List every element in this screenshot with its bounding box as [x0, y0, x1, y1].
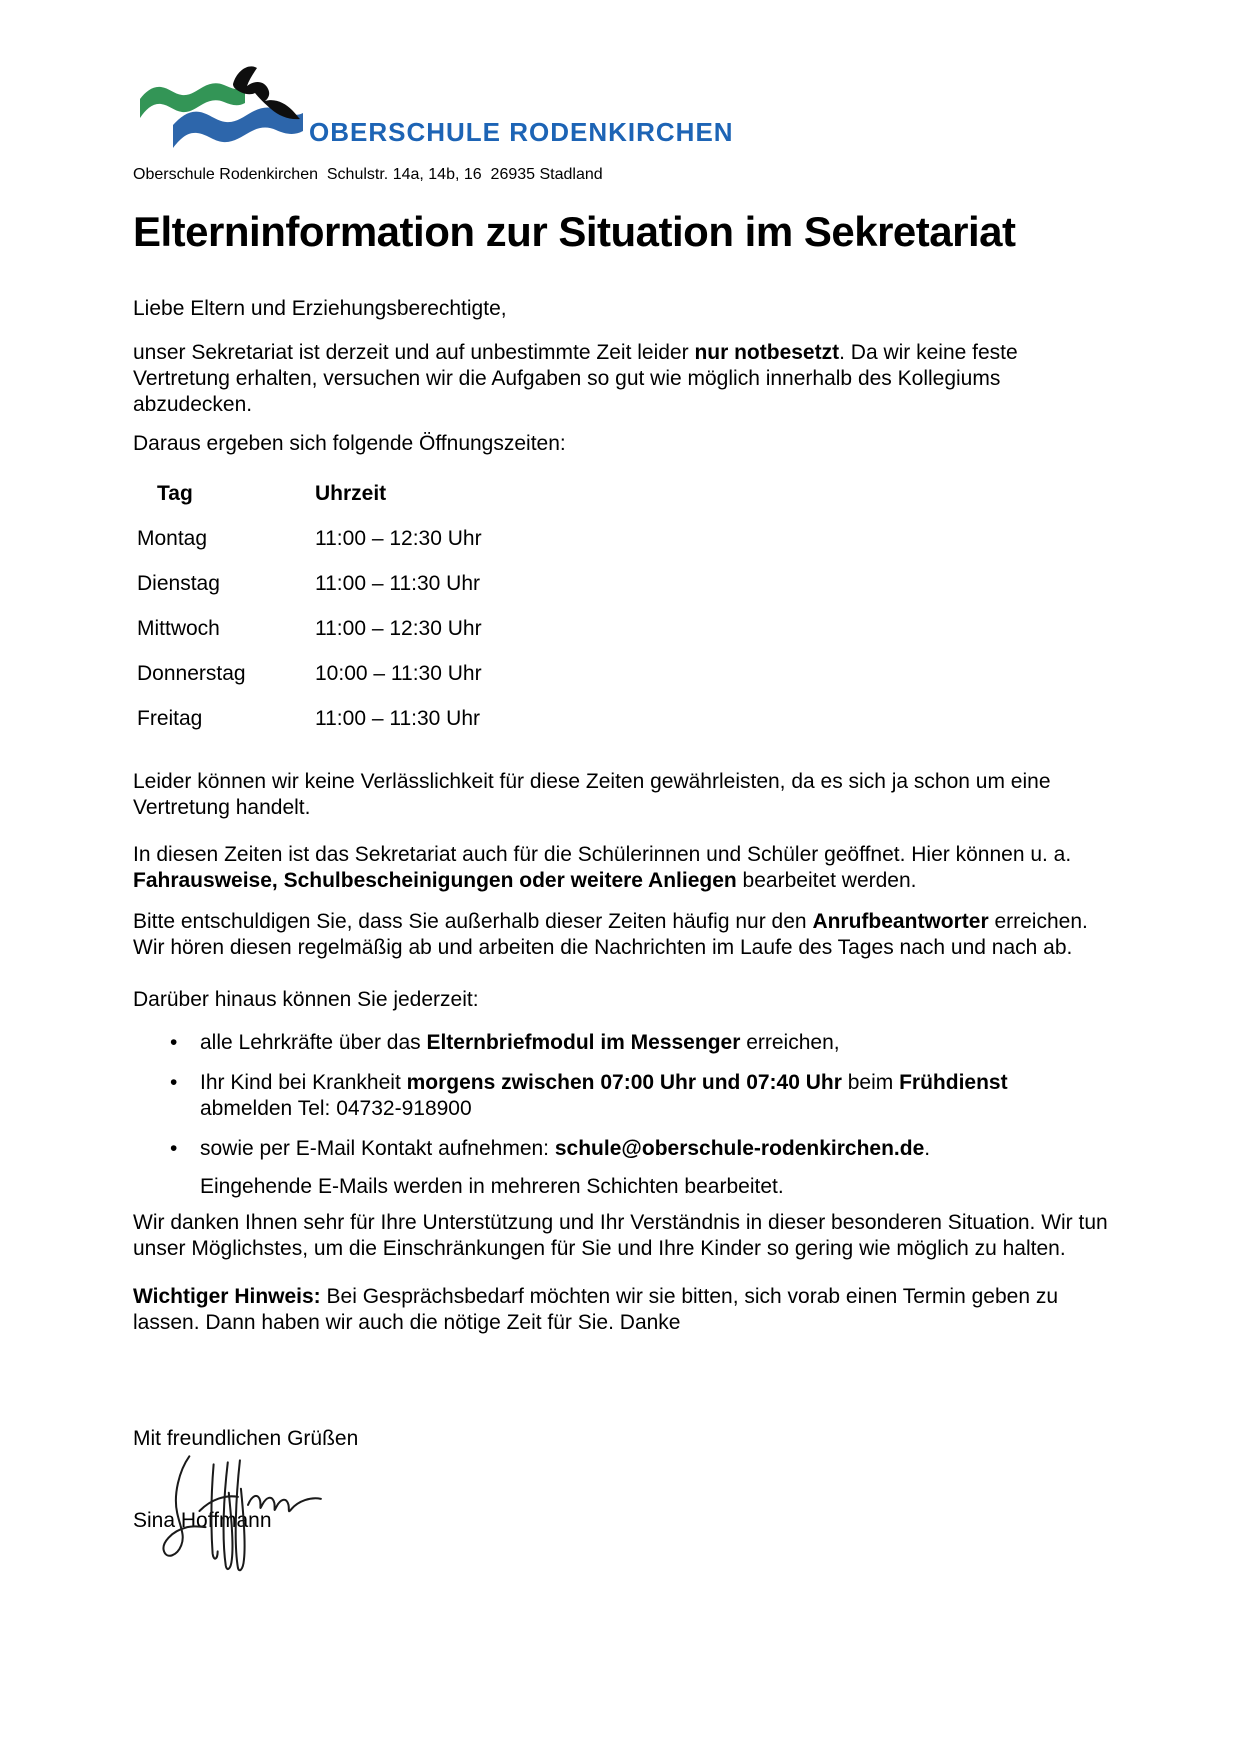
signature-stroke — [248, 1496, 321, 1511]
time-cell: 10:00 – 11:30 Uhr — [315, 661, 482, 685]
bullet-icon: • — [170, 1137, 178, 1160]
bullet-item — [170, 1070, 1118, 1122]
text: sowie per E-Mail Kontakt aufnehmen: — [200, 1137, 555, 1160]
bold-text: nur notbesetzt — [694, 341, 840, 364]
bold-text: Elternbriefmodul im Messenger — [426, 1031, 741, 1054]
bold-text: Fahrausweise, Schulbescheinigungen oder weitere Anliegen — [133, 869, 737, 892]
school-logo — [133, 60, 305, 152]
important-note-paragraph — [133, 1284, 1118, 1336]
contact-options-list — [133, 1030, 1118, 1162]
text: erreichen. Wir hören diesen regelmäßig ab und arbeiten die Nachrichten im Laufe des Tages nach und nach ab. — [133, 910, 1088, 959]
emails-note: Eingehende E-Mails werden in mehreren Schichten bearbeitet. — [200, 1175, 784, 1198]
time-cell: 11:00 – 11:30 Uhr — [315, 571, 481, 595]
text: In diesen Zeiten ist das Sekretariat auch für die Schülerinnen und Schüler geöffnet. Hier können u. a. — [133, 843, 1072, 866]
students-paragraph — [133, 842, 1118, 894]
bullet-item — [170, 1136, 1118, 1162]
intro-paragraph — [133, 340, 1118, 418]
text: Bitte entschuldigen Sie, dass Sie außerhalb dieser Zeiten häufig nur den — [133, 910, 813, 933]
text: erreichen, — [740, 1031, 840, 1054]
text: abmelden Tel: 04732-918900 — [200, 1097, 472, 1120]
reliability-paragraph: Leider können wir keine Verlässlichkeit für diese Zeiten gewährleisten, da es sich ja schon um eine Vertretung handelt. — [133, 770, 1051, 819]
closing-block — [133, 1426, 1118, 1534]
text: . — [924, 1137, 931, 1160]
answering-machine-paragraph — [133, 909, 1118, 961]
bold-text: schule@oberschule-rodenkirchen.de — [554, 1137, 925, 1160]
signature-stroke — [211, 1464, 217, 1558]
text: bearbeitet werden. — [736, 869, 917, 892]
column-header-uhrzeit: Uhrzeit — [315, 481, 387, 505]
column-header-tag: Tag — [157, 481, 193, 505]
salutation: Liebe Eltern und Erziehungsberechtigte, — [133, 297, 507, 320]
bullet-icon: • — [170, 1071, 178, 1094]
day-cell: Montag — [137, 526, 208, 550]
day-cell: Donnerstag — [137, 661, 246, 685]
letterhead — [133, 62, 1118, 184]
logo-row — [133, 62, 1118, 152]
signature-stroke — [224, 1462, 233, 1569]
anytime-lead: Darüber hinaus können Sie jederzeit: — [133, 988, 479, 1011]
thanks-paragraph: Wir danken Ihnen sehr für Ihre Unterstützung und Ihr Verständnis in dieser besonderen Situation. Wir tun unser Möglichstes, um die Einschränkungen für Sie und Ihre Kinder so gering wie möglich zu halten. — [133, 1211, 1108, 1260]
opening-hours-row — [133, 696, 482, 741]
text: Bei Gesprächsbedarf möchten wir sie bitten, sich vorab einen Termin geben zu lassen. Dann haben wir auch die nötige Zeit für Sie. Danke — [133, 1285, 1059, 1334]
text: Ihr Kind bei Krankheit — [200, 1071, 407, 1094]
opening-hours-row — [133, 561, 482, 606]
text: alle Lehrkräfte über das — [200, 1031, 427, 1054]
school-name: OBERSCHULE RODENKIRCHEN — [309, 117, 734, 147]
text: unser Sekretariat ist derzeit und auf unbestimmte Zeit leider — [133, 341, 695, 364]
opening-hours-body — [133, 516, 482, 741]
closing-greeting: Mit freundlichen Grüßen — [133, 1427, 359, 1450]
signature-stroke — [163, 1456, 205, 1555]
text: . Da wir keine feste Vertretung erhalten, versuchen wir die Aufgaben so gut wie möglich innerhalb des Kollegiums abzudecken. — [133, 341, 1018, 416]
bullet-text — [200, 1070, 1022, 1122]
time-cell: 11:00 – 12:30 Uhr — [315, 616, 482, 640]
day-cell: Dienstag — [137, 571, 220, 595]
address-line: Oberschule Rodenkirchen Schulstr. 14a, 14b, 16 26935 Stadland — [133, 166, 603, 183]
bold-text: Anrufbeantworter — [812, 910, 989, 933]
opening-hours-row — [133, 606, 482, 651]
bullet-text — [200, 1136, 930, 1162]
page-title: Elterninformation zur Situation im Sekretariat — [133, 208, 1016, 255]
bold-text: morgens zwischen 07:00 Uhr und 07:40 Uhr — [406, 1071, 842, 1094]
time-cell: 11:00 – 12:30 Uhr — [315, 526, 482, 550]
opening-hours-row — [133, 516, 482, 561]
day-cell: Mittwoch — [137, 616, 220, 640]
opening-hours-row — [133, 651, 482, 696]
bold-text: Frühdienst — [899, 1071, 1008, 1094]
opening-hours-header-row — [133, 471, 482, 516]
bold-text: Wichtiger Hinweis: — [133, 1285, 321, 1308]
time-cell: 11:00 – 11:30 Uhr — [315, 706, 481, 730]
signer-name: Sina Hoffmann — [133, 1509, 272, 1532]
opening-hours-table — [133, 471, 482, 741]
opening-hours-lead: Daraus ergeben sich folgende Öffnungszeiten: — [133, 432, 566, 455]
text: beim — [841, 1071, 900, 1094]
day-cell: Freitag — [137, 706, 203, 730]
bullet-text — [200, 1030, 840, 1056]
signature-stroke — [236, 1460, 245, 1570]
signature-stroke — [199, 1496, 237, 1511]
handwritten-signature — [161, 1452, 333, 1574]
bullet-icon: • — [170, 1031, 178, 1054]
bullet-item — [170, 1030, 1118, 1056]
